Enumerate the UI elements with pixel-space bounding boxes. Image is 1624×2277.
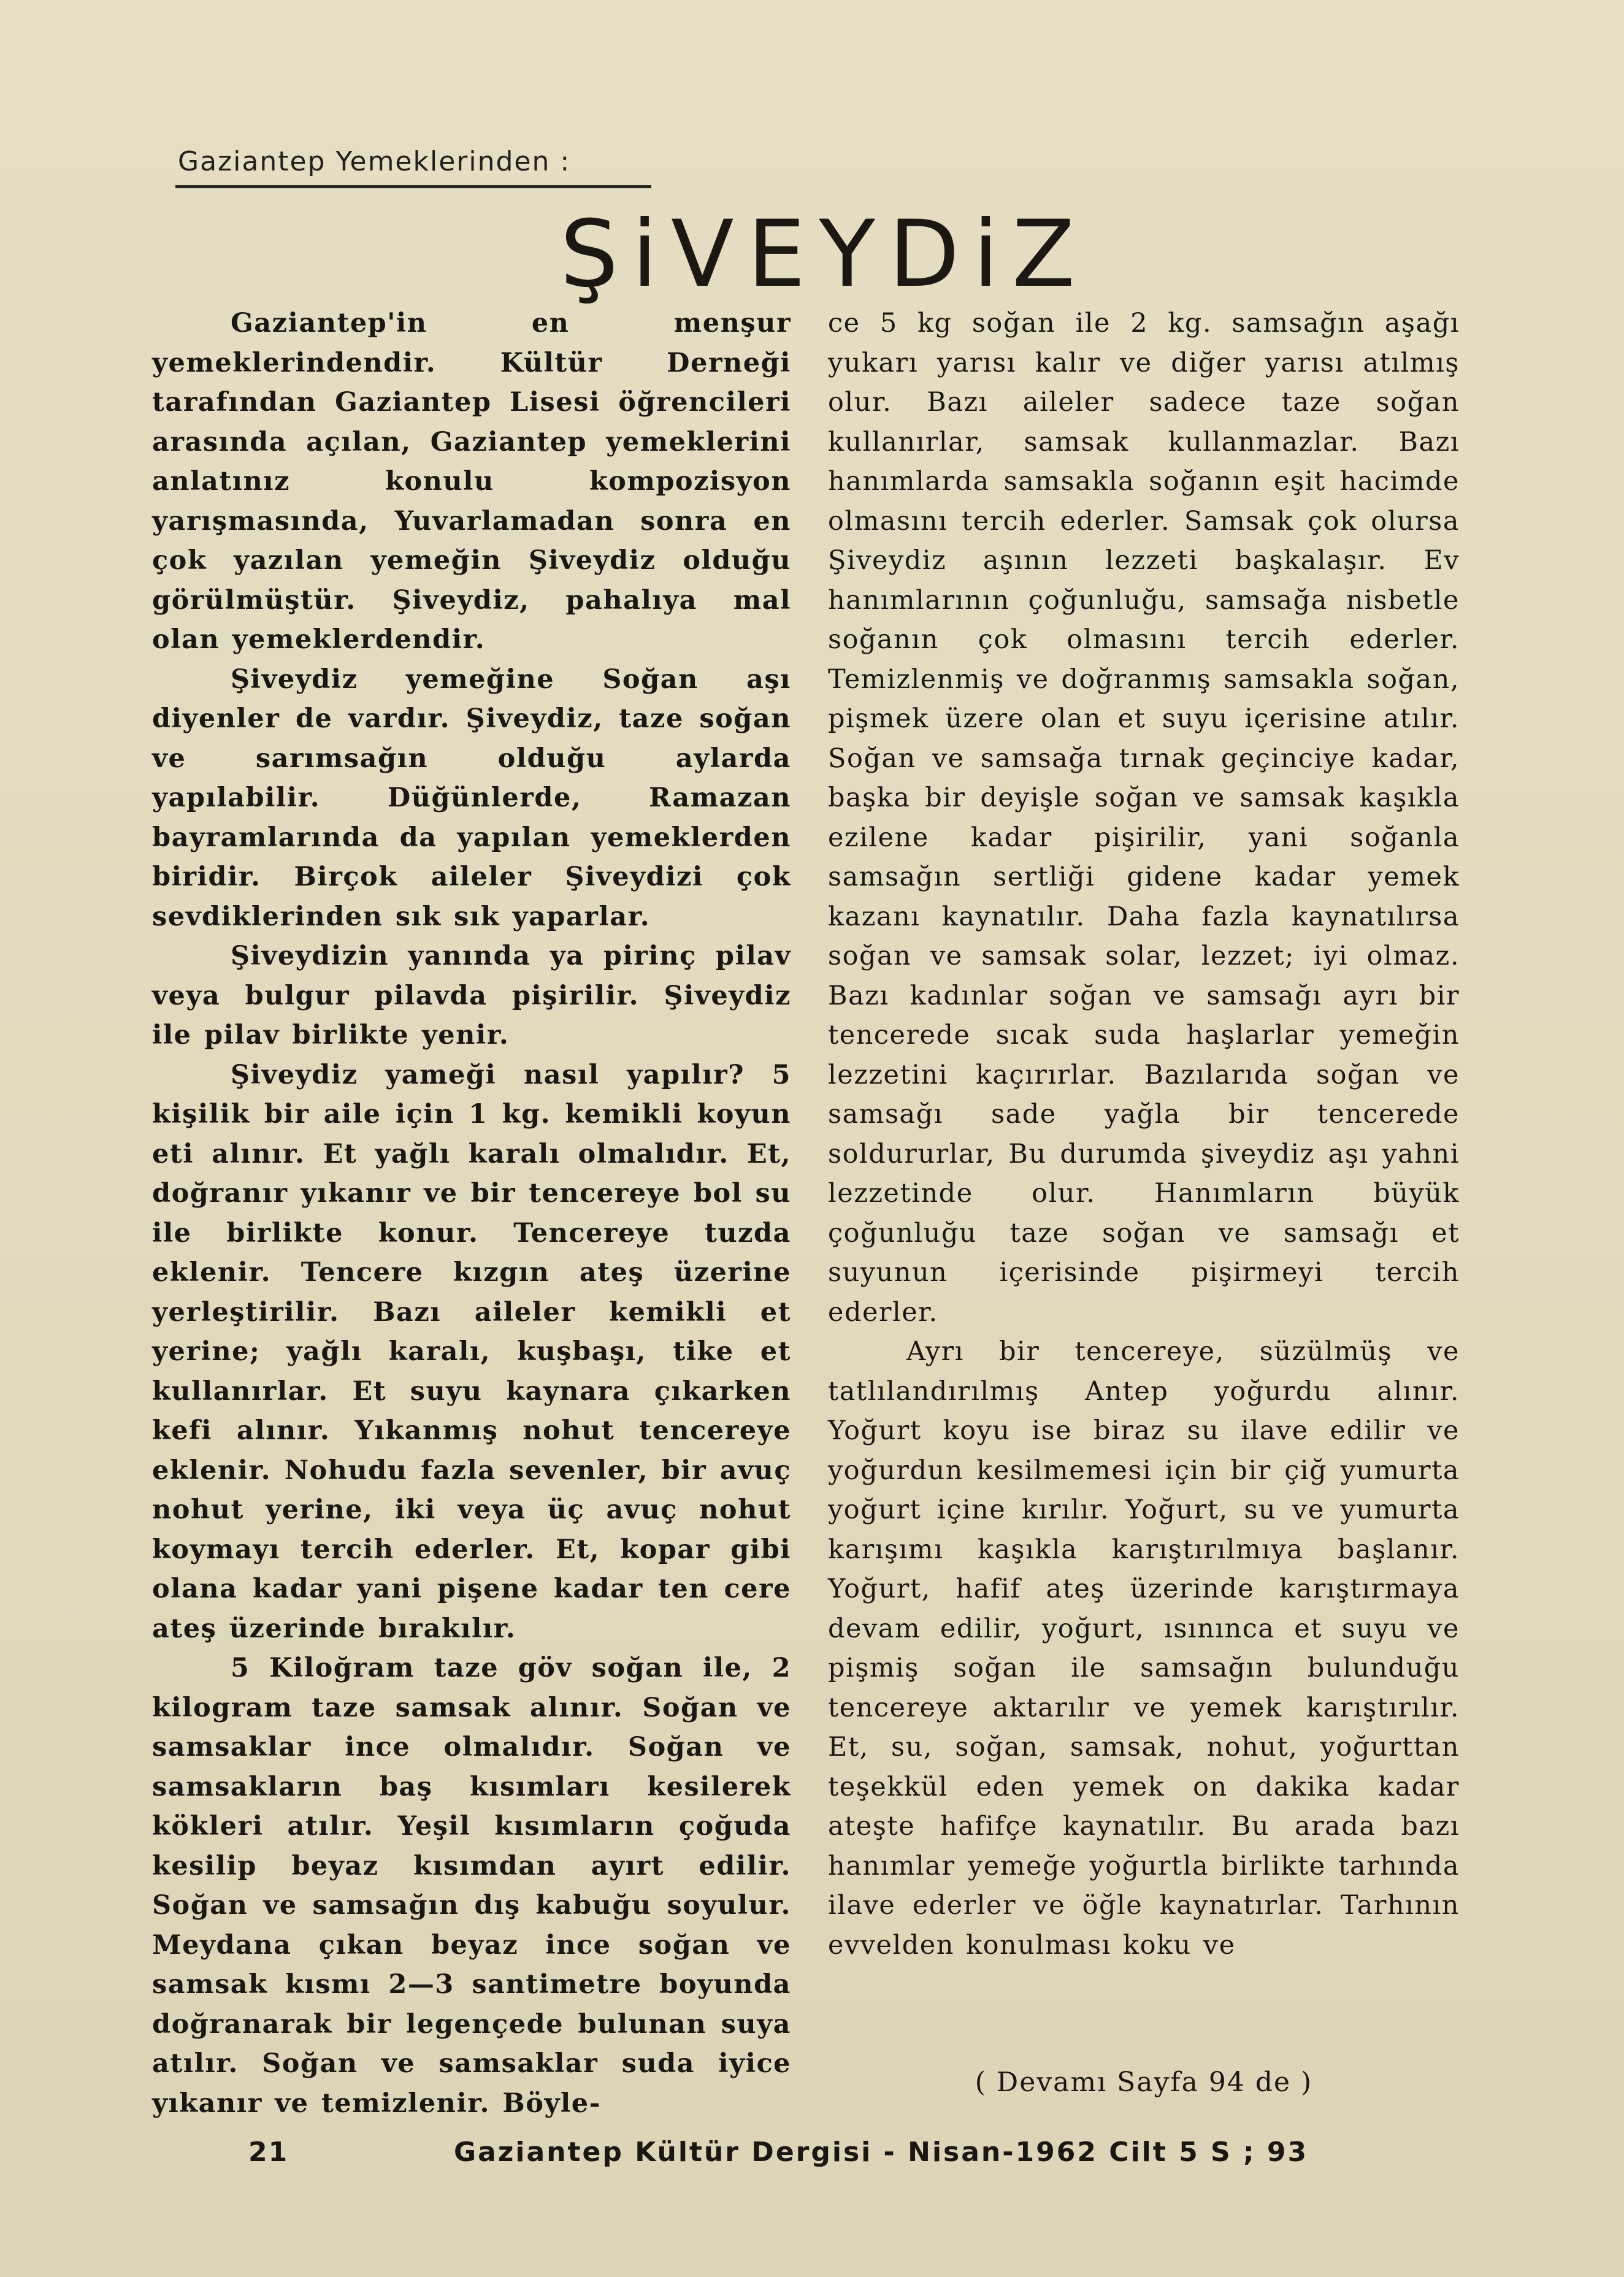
paragraph: Gaziantep'in en menşur yemeklerindendir. Kültür Derneği tarafından Gaziantep Lisesi öğrencileri arasında açılan, Gaziantep yemeklerini anlatınız konulu kompozisyon yarışmasında, Yuvarlamadan sonra en çok yazılan yemeğin Şiveydiz olduğu görülmüştür. Şiveydiz, pahalıya mal olan yemeklerdendir. bbox=[152, 308, 791, 655]
magazine-info: Gaziantep Kültür Dergisi - Nisan-1962 Cilt 5 S ; 93 bbox=[454, 2137, 1309, 2168]
paragraph: Şiveydiz yameği nasıl yapılır? 5 kişilik bir aile için 1 kg. kemikli koyun eti alınır. Et yağlı karalı olmalıdır. Et, doğranır yıkanır ve bir tencereye bol su ile birlikte konur. Tencereye tuzda eklenir. Tencere kızgın ateş üzerine yerleştirilir. Bazı aileler kemikli et yerine; yağlı karalı, kuşbaşı, tike et kullanırlar. Et suyu kaynara çıkarken kefi alınır. Yıkanmış nohut tencereye eklenir. Nohudu fazla sevenler, bir avuç nohut yerine, iki veya üç avuç nohut koymayı tercih ederler. Et, kopar gibi olana kadar yani pişene kadar ten cere ateş üzerinde bırakılır. bbox=[152, 1059, 791, 1644]
article-title: ŞiVEYDiZ bbox=[560, 201, 1089, 308]
paragraph: Şiveydizin yanında ya pirinç pilav veya bulgur pilavda pişirilir. Şiveydiz ile pilav birlikte yenir. bbox=[152, 941, 791, 1050]
left-column bbox=[152, 304, 791, 2123]
page-number: 21 bbox=[248, 2137, 289, 2168]
paragraph: ce 5 kg soğan ile 2 kg. samsağın aşağı yukarı yarısı kalır ve diğer yarısı atılmış olur. Bazı aileler sadece taze soğan kullanırlar, samsak kullanmazlar. Bazı hanımlarda samsakla soğanın eşit hacimde olmasını tercih ederler. Samsak çok olursa Şiveydiz aşının lezzeti başkalaşır. Ev hanımlarının çoğunluğu, samsağa nisbetle soğanın çok olmasını tercih ederler. Temizlenmiş ve doğranmış samsakla soğan, pişmek üzere olan et suyu içerisine atılır. Soğan ve samsağa tırnak geçinciye kadar, başka bir deyişle soğan ve samsak kaşıkla ezilene kadar pişirilir, yani soğanla samsağın sertliği gidene kadar yemek kazanı kaynatılır. Daha fazla kaynatılırsa soğan ve samsak solar, lezzet; iyi olmaz. Bazı kadınlar soğan ve samsağı ayrı bir tencerede sıcak suda haşlarlar yemeğin lezzetini kaçırırlar. Bazılarıda soğan ve samsağı sade yağla bir tencerede soldururlar, Bu durumda şiveydiz aşı yahni lezzetinde olur. Hanımların büyük çoğunluğu taze soğan ve samsağı et suyunun içerisinde pişirmeyi tercih ederler. bbox=[828, 308, 1460, 1328]
paragraph: Şiveydiz yemeğine Soğan aşı diyenler de vardır. Şiveydiz, taze soğan ve sarımsağın olduğu aylarda yapılabilir. Düğünlerde, Ramazan bayramlarında da yapılan yemeklerden biridir. Birçok aileler Şiveydizi çok sevdiklerinden sık sık yaparlar. bbox=[152, 664, 791, 932]
continued-note: ( Devamı Sayfa 94 de ) bbox=[975, 2067, 1313, 2098]
header-underline bbox=[175, 185, 651, 188]
section-label: Gaziantep Yemeklerinden : bbox=[178, 146, 571, 177]
paragraph: 5 Kiloğram taze göv soğan ile, 2 kilogram taze samsak alınır. Soğan ve samsaklar ince olmalıdır. Soğan ve samsakların baş kısımları kesilerek kökleri atılır. Yeşil kısımların çoğuda kesilip beyaz kısımdan ayırt edilir. Soğan ve samsağın dış kabuğu soyulur. Meydana çıkan beyaz ince soğan ve samsak kısmı 2—3 santimetre boyunda doğranarak bir legençede bulunan suya atılır. Soğan ve samsaklar suda iyice yıkanır ve temizlenir. Böyle- bbox=[152, 1653, 791, 2119]
right-column bbox=[828, 304, 1460, 1965]
paragraph: Ayrı bir tencereye, süzülmüş ve tatlılandırılmış Antep yoğurdu alınır. Yoğurt koyu ise biraz su ilave edilir ve yoğurdun kesilmemesi için bir çiğ yumurta yoğurt içine kırılır. Yoğurt, su ve yumurta karışımı kaşıkla karıştırılmıya başlanır. Yoğurt, hafif ateş üzerinde karıştırmaya devam edilir, yoğurt, ısınınca et suyu ve pişmiş soğan ile samsağın bulunduğu tencereye aktarılır ve yemek karıştırılır. Et, su, soğan, samsak, nohut, yoğurttan teşekkül eden yemek on dakika kadar ateşte hafifçe kaynatılır. Bu arada bazı hanımlar yemeğe yoğurtla birlikte tarhında ilave ederler ve öğle kaynatırlar. Tarhının evvelden konulması koku ve bbox=[828, 1336, 1460, 1961]
